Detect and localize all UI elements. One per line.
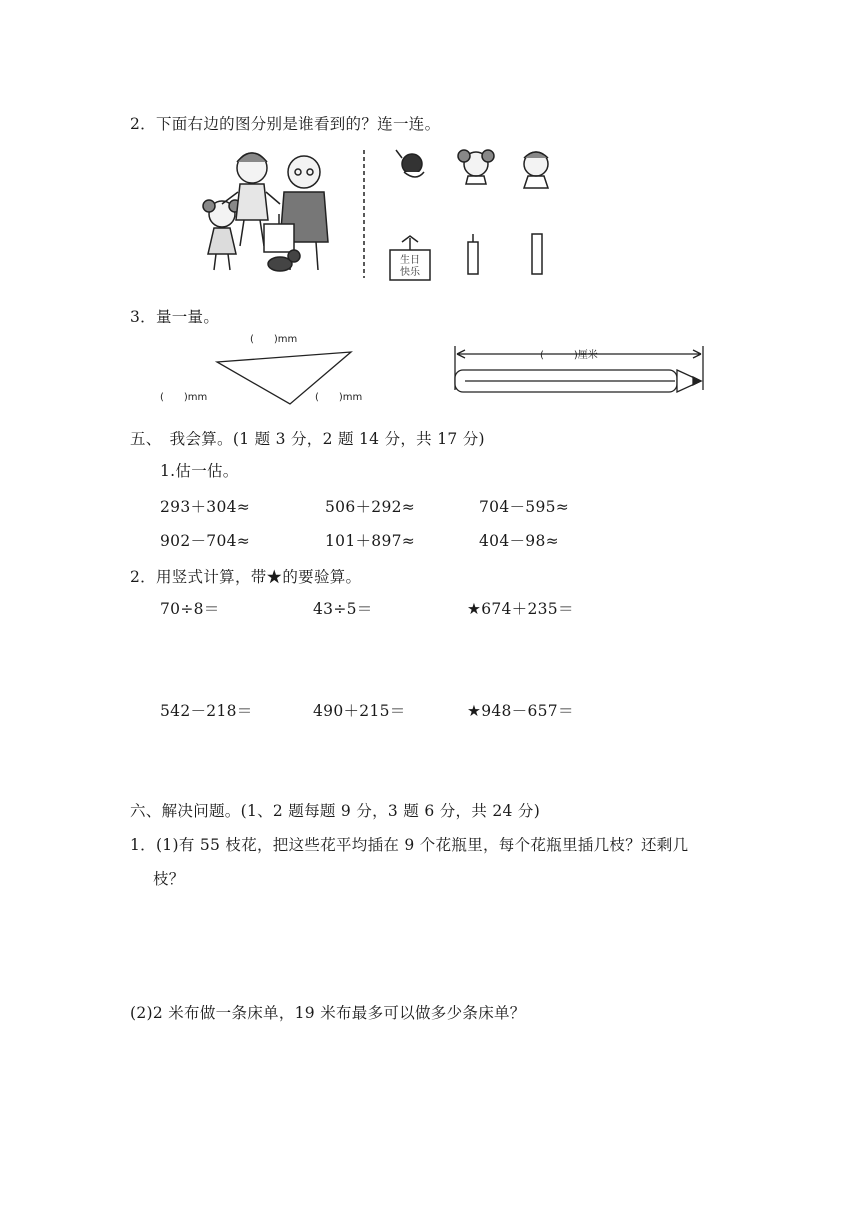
calc-item: ★674＋235＝ — [467, 600, 574, 618]
section-6-q1-part2: (2)2 米布做一条床单，19 米布最多可以做多少条床单？ — [130, 1004, 526, 1022]
calc-item: 43÷5＝ — [313, 600, 373, 618]
cake-side-view — [468, 234, 478, 274]
section-5-title: 五、 我会算。(1 题 3 分，2 题 14 分，共 17 分) — [130, 430, 485, 448]
dog-view — [396, 150, 424, 177]
section-6-title: 六、解决问题。(1、2 题每题 9 分，3 题 6 分，共 24 分) — [130, 802, 541, 820]
calc-item: 542－218＝ — [160, 702, 253, 720]
q3-title: 3．量一量。 — [130, 308, 220, 326]
people-scene-illustration — [192, 142, 752, 282]
girl-figure — [203, 200, 241, 270]
calc-item: 490＋215＝ — [313, 702, 406, 720]
girl-view — [458, 150, 494, 184]
estimate-item: 902－704≈ — [160, 532, 251, 550]
estimate-item: 506＋292≈ — [325, 498, 416, 516]
estimate-item: 704－595≈ — [479, 498, 570, 516]
q2-title: 2．下面右边的图分别是谁看到的？连一连。 — [130, 115, 441, 133]
estimate-item: 404－98≈ — [479, 532, 559, 550]
calc-item: 70÷8＝ — [160, 600, 220, 618]
grandpa-figure — [280, 156, 328, 270]
triangle-left-label: ( )mm — [160, 392, 208, 403]
measure-figures — [155, 330, 715, 410]
section-5-q1-title: 1.估一估。 — [160, 462, 239, 480]
estimate-item: 101＋897≈ — [325, 532, 416, 550]
section-6-q1-line1: 1．(1)有 55 枝花，把这些花平均插在 9 个花瓶里，每个花瓶里插几枝？还剩几 — [130, 836, 689, 854]
section-6-q1-line2: 枝？ — [153, 870, 185, 888]
section-5-q2-title: 2．用竖式计算，带★的要验算。 — [130, 568, 362, 586]
triangle-right-label: ( )mm — [315, 392, 363, 403]
estimate-item: 293＋304≈ — [160, 498, 251, 516]
pencil-label: ( )厘米 — [540, 350, 598, 361]
calc-item: ★948－657＝ — [467, 702, 574, 720]
triangle-top-label: ( )mm — [250, 334, 298, 345]
cake-narrow-view — [532, 234, 542, 274]
boy-view — [524, 152, 548, 188]
dog-figure — [268, 250, 300, 271]
cake-text-1: 生日 — [400, 255, 420, 266]
cake-text-2: 快乐 — [400, 267, 420, 278]
